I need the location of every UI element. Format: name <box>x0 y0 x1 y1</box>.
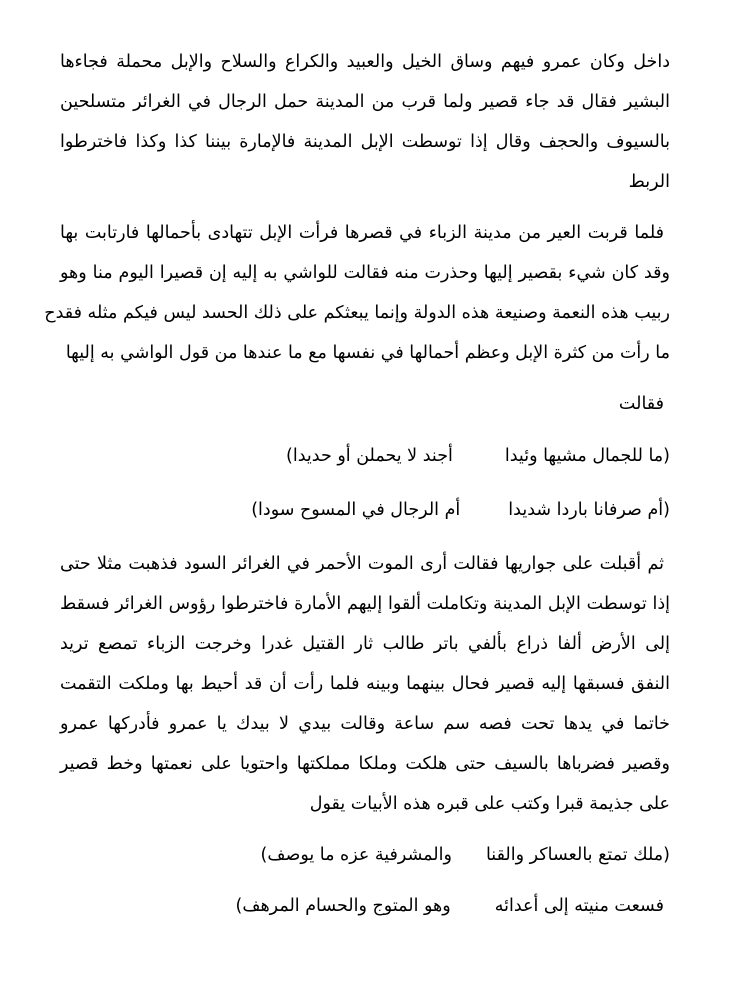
paragraph-1-line-1: داخل وكان عمرو فيهم وساق الخيل والعبيد والكراع والسلاح والإبل محملة فجاءها <box>60 52 670 72</box>
verse-3 <box>261 837 670 873</box>
verse-1 <box>286 438 670 474</box>
verse-4 <box>236 888 664 924</box>
verse-4-first-hemistich: فسعت منيته إلى أعدائه <box>494 896 664 916</box>
verse-2 <box>251 492 670 528</box>
paragraph-3-line-7: على جذيمة قبرا وكتب على قبره هذه الأبيات يقول <box>309 794 670 814</box>
paragraph-3-line-4: النفق فسبقها إليه قصير فحال بينهما وبينه فلما رأت أن قد أحيط بها وملكت التقمت <box>60 674 670 694</box>
paragraph-3-line-6: وقصير فضرباها بالسيف حتى هلكت وملكا مملكتها واحتويا على نعمتها وخط قصير <box>60 754 670 774</box>
verse-3-first-hemistich: (ملك تمتع بالعساكر والقنا <box>485 845 670 865</box>
verse-2-second-hemistich: أم الرجال في المسوح سودا) <box>251 500 461 520</box>
paragraph-1-line-3: بالسيوف والحجف وقال إذا توسطت الإبل المدينة فالإمارة بيننا كذا وكذا فاخترطوا <box>60 132 670 152</box>
verse-1-first-hemistich: (ما للجمال مشيها وئيدا <box>504 446 670 466</box>
verse-2-first-hemistich: (أم صرفانا باردا شديدا <box>508 500 670 520</box>
paragraph-1-line-2: البشير فقال قد جاء قصير ولما قرب من المدينة حمل الرجال في الغرائر متسلحين <box>60 92 670 112</box>
paragraph-3-line-2: إذا توسطت الإبل المدينة وتكاملت ألقوا إليهم الأمارة فاخترطوا رؤوس الغرائر فسقط <box>60 594 670 614</box>
paragraph-2-line-4: ما رأت من كثرة الإبل وعظم أحمالها في نفسها مع ما عندها من قول الواشي به إليها <box>65 343 670 363</box>
said-line: فقالت <box>618 394 664 414</box>
verse-3-second-hemistich: والمشرفية عزه ما يوصف) <box>260 845 452 865</box>
paragraph-3-line-5: خاتما في يدها تحت فصه سم ساعة وقالت بيدي لا بيدك يا عمرو فأدركها عمرو <box>60 714 670 734</box>
paragraph-2-line-3: ربيب هذه النعمة وصنيعة هذه الدولة وإنما يبعثكم على ذلك الحسد ليس فيكم مثله فقدح <box>44 303 670 323</box>
paragraph-3-line-3: إلى الأرض ألفا ذراع بألفي باتر طالب ثار القتيل غدرا وخرجت الزباء تمصع تريد <box>60 634 670 654</box>
verse-1-second-hemistich: أجند لا يحملن أو حديدا) <box>286 446 453 466</box>
paragraph-2-line-2: وقد كان شيء بقصير إليها وحذرت منه فقالت للواشي به إليه إن قصيرا اليوم منا وهو <box>60 263 670 283</box>
paragraph-2-line-1: فلما قربت العير من مدينة الزباء في قصرها فرأت الإبل تتهادى بأحمالها فارتابت بها <box>60 223 664 243</box>
paragraph-3-line-1: ثم أقبلت على جواريها فقالت أرى الموت الأحمر في الغرائر السود فذهبت مثلا حتى <box>60 554 664 574</box>
paragraph-1-line-4: الربط <box>628 172 670 192</box>
verse-4-second-hemistich: وهو المتوج والحسام المرهف) <box>235 896 451 916</box>
